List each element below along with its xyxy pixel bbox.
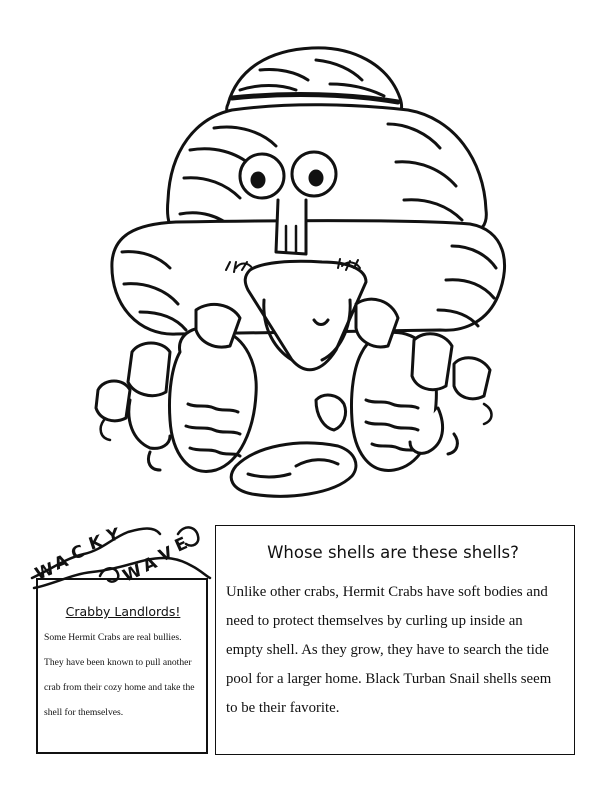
banner-letter: E [171,533,191,557]
banner-letter: Y [104,524,122,547]
main-body: Unlike other crabs, Hermit Crabs have soft bodies and need to protect themselves by curling up inside an empty shell. As they grow, they have to search the tide pool for a larger home. Black Turban Snail shells seem to be their favorite. [226,584,552,716]
sidebar-fact-box [36,578,208,754]
main-text-box [215,525,575,755]
banner-letter: A [51,551,72,575]
sidebar-body: Some Hermit Crabs are real bullies. They have been known to pull another crab from their cozy home and take the shell for themselves. [44,632,195,718]
banner-letter: W [119,560,146,587]
main-title: Whose shells are these shells? [267,543,519,562]
banner-letter: V [155,542,177,567]
sidebar-title: Crabby Landlords! [65,604,181,619]
banner-letter: K [86,531,106,555]
banner-letter: C [68,541,88,565]
banner-letter: A [139,552,161,577]
banner-letter: W [32,559,58,585]
